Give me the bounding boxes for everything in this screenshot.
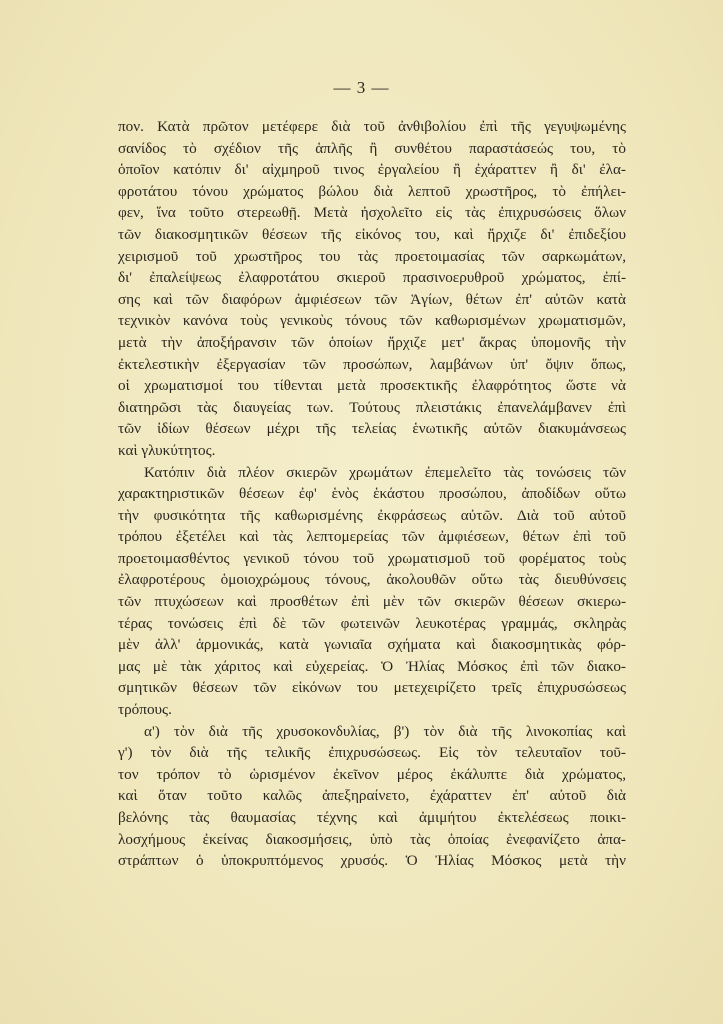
text-line: χαρακτηριστικῶν θέσεων ἐφ' ἑνὸς ἑκάστου προσώπου, ἀποδίδων οὕτω bbox=[118, 485, 626, 503]
text-line: δι' ἐπαλείψεως ἐλαφροτάτου σκιεροῦ πρασινοερυθροῦ χρώματος, ἐπί- bbox=[118, 269, 626, 287]
text-line: τὴν φυσικότητα τῆς καθωρισμένης ἐκφράσεως αὐτῶν. Διὰ τοῦ αὐτοῦ bbox=[118, 506, 626, 524]
text-line: μετὰ τὴν ἀποξήρανσιν τῶν ὁποίων ἤρχιζε μετ' ἄκρας ὑπομονῆς τὴν bbox=[118, 333, 626, 351]
text-line: τρόπους. bbox=[118, 701, 172, 719]
page-number: — 3 — bbox=[333, 78, 390, 97]
text-line: φεν, ἵνα τοῦτο στερεωθῇ. Μετὰ ἠσχολεῖτο εἰς τὰς ἐπιχρυσώσεις ὅλων bbox=[118, 204, 626, 222]
text-line: προετοιμασθέντος γενικοῦ τόνου τοῦ χρωματισμοῦ τοῦ φορέματος τοὺς bbox=[118, 549, 626, 567]
text-line: καὶ ὅταν τοῦτο καλῶς ἀπεξηραίνετο, ἐχάραττεν ἐπ' αὐτοῦ διὰ bbox=[118, 787, 626, 805]
text-line: σμητικῶν θέσεων τῶν εἰκόνων του μετεχειρίζετο τρεῖς ἐπιχρυσώσεως bbox=[118, 679, 626, 697]
text-line: φροτάτου τόνου χρώματος βώλου διὰ λεπτοῦ χρωστῆρος, τὸ ἐπήλει- bbox=[118, 182, 626, 200]
text-line: τῶν πτυχώσεων καὶ προσθέτων ἐπὶ μὲν τῶν σκιερῶν θέσεων σκιερω- bbox=[118, 593, 626, 611]
text-line: καὶ γλυκύτητος. bbox=[118, 441, 216, 459]
text-line: τον τρόπον τὸ ὡρισμένον ἐκεῖνον μέρος ἐκάλυπτε διὰ χρώματος, bbox=[118, 765, 626, 783]
body-text bbox=[118, 116, 626, 872]
text-line: τῶν διακοσμητικῶν θέσεων τῆς εἰκόνος του, καὶ ἤρχιζε δι' ἐπιδεξίου bbox=[118, 225, 626, 243]
text-line: χειρισμοῦ τοῦ χρωστῆρος του τὰς προετοιμασίας τῶν σαρκωμάτων, bbox=[118, 247, 626, 265]
text-line: διατηρῶσι τὰς διαυγείας των. Τούτους πλειστάκις ἐπανελάμβανεν ἐπὶ bbox=[118, 398, 626, 416]
text-line: μὲν ἀλλ' ἁρμονικάς, κατὰ γωνιαῖα σχήματα καὶ διακοσμητικὰς φόρ- bbox=[118, 636, 626, 654]
text-line: στράπτων ὁ ὑποκρυπτόμενος χρυσός. Ὁ Ἠλίας Μόσκος μετὰ τὴν bbox=[118, 852, 626, 870]
text-line: τεχνικὸν κανόνα τοὺς γενικοὺς τόνους τῶν καθωρισμένων χρωματισμῶν, bbox=[118, 312, 626, 330]
text-line: τρόπου ἐξετέλει καὶ τὰς λεπτομερείας τῶν ἀμφιέσεων, θέτων ἐπὶ τοῦ bbox=[118, 528, 626, 546]
text-line: βελόνης τὰς θαυμασίας τέχνης καὶ ἀμιμήτου ἐκτελέσεως ποικι- bbox=[118, 809, 626, 826]
text-line: μας μὲ τὰκ χάριτος καὶ εὐχερείας. Ὁ Ἠλίας Μόσκος ἐπὶ τῶν διακο- bbox=[118, 657, 626, 675]
text-line: σανίδος τὸ σχέδιον τῆς ἁπλῆς ἢ συνθέτου παραστάσεώς του, τὸ bbox=[118, 139, 626, 157]
text-line: ἐλαφροτέρους ὁμοιοχρώμους τόνους, ἀκολουθῶν οὕτω τὰς διευθύνσεις bbox=[118, 571, 626, 589]
text-line: α') τὸν διὰ τῆς χρυσοκονδυλίας, β') τὸν διὰ τῆς λινοκοπίας καὶ bbox=[144, 722, 626, 740]
text-line: ἐκτελεστικὴν ἐξεργασίαν τῶν προσώπων, λαμβάνων ὑπ' ὄψιν ὅπως, bbox=[118, 355, 626, 373]
text-line: τῶν ἰδίων θέσεων μέχρι τῆς τελείας ἑνωτικῆς αὐτῶν διακυμάνσεως bbox=[118, 420, 626, 438]
text-line: λοσχήμους ἐκείνας διακοσμήσεις, ὑπὸ τὰς ὁποίας ἐνεφανίζετο ἀπα- bbox=[118, 830, 626, 848]
text-line: ὁποῖον κατόπιν δι' αἰχμηροῦ τινος ἐργαλείου ἢ ἐχάραττεν ἢ δι' ἐλα- bbox=[118, 161, 626, 179]
text-line: σης καὶ τῶν διαφόρων ἀμφιέσεων τῶν Ἁγίων, θέτων ἐπ' αὐτῶν κατὰ bbox=[118, 290, 626, 308]
text-line: Κατόπιν διὰ πλέον σκιερῶν χρωμάτων ἐπεμελεῖτο τὰς τονώσεις τῶν bbox=[144, 463, 626, 481]
text-line: πον. Κατὰ πρῶτον μετέφερε διὰ τοῦ ἀνθιβολίου ἐπὶ τῆς γεγυψωμένης bbox=[118, 118, 626, 135]
text-line: τέρας τονώσεις ἐπὶ δὲ τῶν φωτεινῶν λευκοτέρας γραμμάς, σκληρὰς bbox=[118, 614, 626, 632]
text-line: οἱ χρωματισμοί του τίθενται μετὰ προσεκτικῆς ἐλαφρότητος ὥστε νὰ bbox=[118, 377, 626, 395]
text-line: γ') τὸν διὰ τῆς τελικῆς ἐπιχρυσώσεως. Εἰς τὸν τελευταῖον τοῦ- bbox=[118, 744, 626, 762]
